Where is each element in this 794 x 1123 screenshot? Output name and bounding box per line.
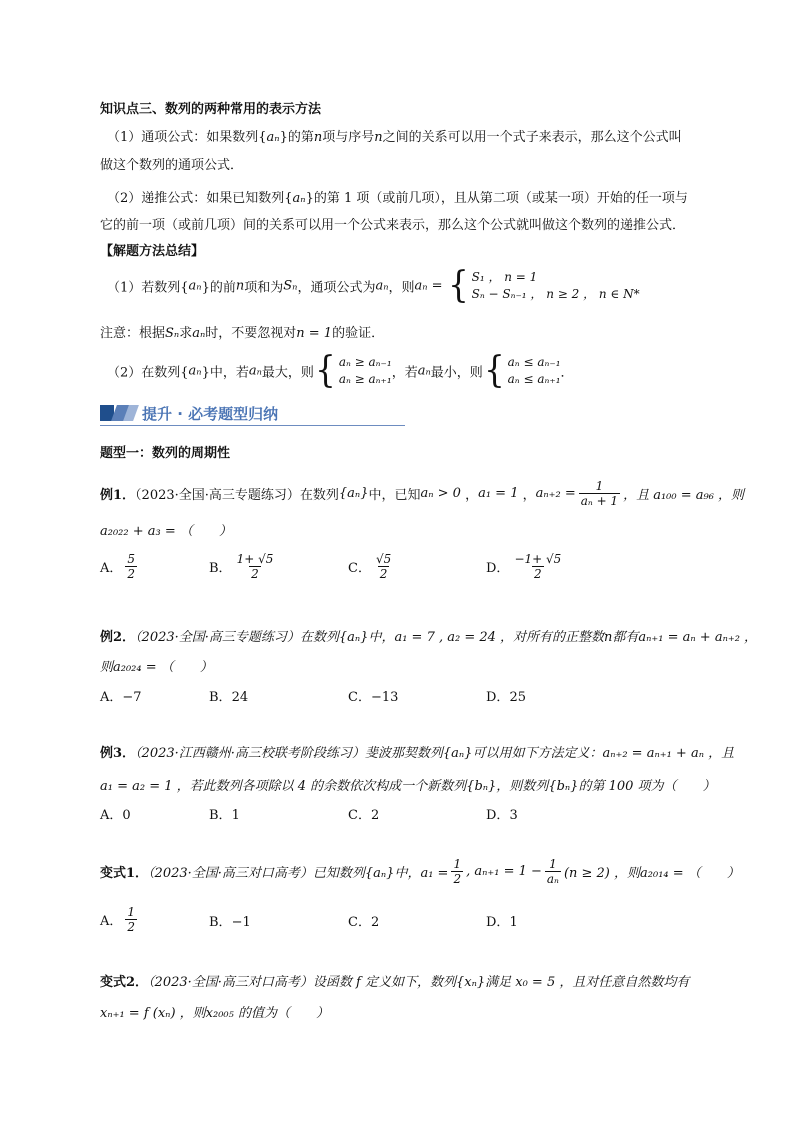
example-2 (100, 626, 757, 645)
p2-text-a: （2）递推公式：如果已知数列{ (107, 191, 293, 206)
option-value: 0 (122, 808, 131, 823)
p1-text-a: （1）通项公式：如果数列{ (107, 130, 267, 145)
option-key: D． (486, 808, 510, 823)
s2-text-d: ，若 (391, 365, 418, 381)
variant-1 (100, 857, 740, 886)
min-cond-1: aₙ ≤ aₙ₋₁ (507, 355, 561, 369)
example-label: 例1． (100, 488, 136, 503)
example-1: 例1．（2023·全国·高三专题练习）在数列{aₙ}中，已知aₙ > 0 ，a₁ = 1 ，aₙ₊₂ = $\frac{1}{\text{aₙ + 1}}$ ，且 a₁₀₀ = a₉₆ ，则 (100, 479, 745, 508)
variant-2-text: （2023·全国·高三对口高考）设函数 f 定义如下，数列{xₙ}满足 x₀ = 5 ，且对任意自然数均有 (148, 975, 690, 990)
cond-a1: a₁ = 1 (478, 486, 519, 501)
option-key: B． (209, 561, 232, 576)
s2-text-c: 最大，则 (261, 365, 314, 381)
initial-fraction (451, 857, 463, 886)
note-text-b: 求 (179, 326, 193, 341)
note-text-c: 时，不要忽视对 (205, 326, 297, 341)
cond-periodic: ，且 a₁₀₀ = a₉₆ ，则 (623, 488, 745, 503)
example-label: 例3． (100, 746, 136, 761)
section-banner (100, 402, 405, 426)
s2-text-b: }中，若 (201, 365, 249, 381)
option-c[interactable] (348, 552, 396, 581)
ex1-mid: 中，已知 (368, 488, 421, 503)
max-condition (314, 350, 392, 391)
s1-text-d: ，通项公式为 (297, 280, 376, 296)
min-condition (483, 350, 561, 391)
var-n-eq-1: n = 1 (296, 326, 333, 341)
option-fraction (125, 552, 137, 581)
option-key: D． (486, 561, 510, 576)
option-b[interactable] (209, 911, 251, 930)
note-text-a: 注意：根据 (100, 326, 166, 341)
fraction-numerator: 5 (127, 552, 136, 566)
var-a-n: aₙ (417, 363, 431, 379)
option-value: 2 (370, 915, 380, 930)
option-value: 24 (231, 690, 249, 705)
var-a-n: aₙ (188, 278, 202, 294)
variant-1-text-b: , aₙ₊₁ = 1 − (466, 864, 542, 879)
fraction-denominator: 2 (127, 567, 136, 581)
s2-end: ． (560, 365, 574, 381)
example-3-line2: a₁ = a₂ = 1 ，若此数列各项除以 4 的余数依次构成一个新数列{bₙ}，则数列{bₙ}的第 100 项为（ ） (100, 779, 716, 794)
var-a-n: aₙ (266, 130, 280, 145)
fraction-numerator: 1 (549, 857, 557, 871)
fraction-denominator: 2 (453, 872, 462, 886)
option-key: A． (100, 914, 123, 929)
seq-a-n: {aₙ} (338, 486, 369, 501)
recursive-line2: 它的前一项（或前几项）间的关系可以用一个公式来表示，那么这个公式就叫做这个数列的递推公式． (100, 218, 686, 233)
option-a[interactable] (100, 686, 142, 705)
option-key: A． (100, 561, 123, 576)
summary-heading: 【解题方法总结】 (100, 244, 205, 259)
s1-text-a: （1）若数列{ (107, 280, 189, 296)
case-1: S₁ ， n = 1 (471, 270, 538, 284)
example-2-text: （2023·全国·高三专题练习）在数列{aₙ}中，a₁ = 7 , a₂ = 24 ，对所有的正整数n都有aₙ₊₁ = aₙ + aₙ₊₂ ， (135, 630, 758, 645)
var-a-n: aₙ (188, 363, 202, 379)
variant-1-text-a: （2023·全国·高三对口高考）已知数列{aₙ}中，a₁ = (148, 866, 449, 881)
p1-text-d: 之间的关系可以用一个式子来表示，那么这个公式叫 (382, 130, 682, 145)
option-key: C． (348, 915, 371, 930)
recursion-fraction (545, 857, 561, 886)
variant-2 (100, 971, 689, 990)
option-fraction (374, 552, 393, 581)
option-value: −1 (231, 915, 251, 930)
banner-underline (100, 425, 405, 426)
option-c[interactable] (348, 911, 379, 930)
fraction-denominator: aₙ (546, 872, 559, 886)
piecewise-formula (447, 265, 640, 306)
recursion-fraction (579, 479, 620, 508)
option-a[interactable] (100, 905, 140, 934)
min-cond-2: aₙ ≤ aₙ₊₁ (507, 372, 561, 386)
note-text-d: 的验证． (332, 326, 385, 341)
var-a-n: aₙ (192, 326, 206, 341)
section-heading-k3: 知识点三、数列的两种常用的表示方法 (100, 102, 322, 117)
s2-text-e: 最小，则 (430, 365, 483, 381)
option-b[interactable] (209, 804, 240, 823)
fraction-denominator: 2 (251, 567, 259, 581)
option-value: 3 (509, 808, 518, 823)
fraction-numerator: 1 (595, 479, 604, 493)
option-key: D． (486, 915, 510, 930)
fraction-denominator: 2 (127, 920, 136, 934)
option-key: C． (348, 808, 371, 823)
question-type-heading: 题型一：数列的周期性 (100, 446, 231, 461)
fraction-numerator: √5 (375, 552, 392, 566)
option-value: −13 (370, 690, 399, 705)
left-brace: { (447, 265, 469, 306)
var-n: n (313, 130, 323, 145)
option-value: 25 (509, 690, 526, 705)
fraction-numerator: 1 (127, 905, 136, 919)
general-term-paragraph (107, 126, 682, 145)
option-key: D． (486, 690, 510, 705)
option-key: A． (100, 808, 123, 823)
example-3-text: （2023·江西赣州·高三校联考阶段练习）斐波那契数列{aₙ}可以用如下方法定义：aₙ₊₂ = aₙ₊₁ + aₙ ，且 (135, 746, 735, 761)
option-key: A． (100, 690, 123, 705)
option-fraction (512, 552, 563, 581)
variant-2-line2: xₙ₊₁ = f (xₙ) ，则x₂₀₀₅ 的值为（ ） (100, 1006, 329, 1021)
example-1-question: a₂₀₂₂ + a₃ = （ ） (100, 524, 232, 539)
option-b[interactable] (209, 686, 248, 705)
fraction-numerator: 1 (453, 857, 462, 871)
option-c[interactable] (348, 686, 398, 705)
option-value: 1 (231, 808, 240, 823)
variant-label: 变式1． (100, 866, 149, 881)
option-b[interactable] (209, 552, 278, 581)
var-a-n: aₙ (292, 191, 306, 206)
option-value: −7 (122, 690, 142, 705)
summary-item-2 (107, 350, 574, 391)
var-a-n: aₙ (375, 278, 389, 294)
s1-text-b: }的前 (201, 280, 236, 296)
option-d[interactable] (486, 911, 518, 930)
max-cond-2: aₙ ≥ aₙ₊₁ (338, 372, 392, 386)
option-d[interactable] (486, 804, 518, 823)
note-line (100, 322, 384, 341)
var-a-n: aₙ (248, 363, 262, 379)
general-term-line2: 做这个数列的通项公式． (100, 158, 244, 173)
fraction-denominator: aₙ + 1 (580, 494, 619, 508)
case-2: Sₙ − Sₙ₋₁ ， n ≥ 2 ， n ∈ N* (471, 287, 640, 301)
fraction-numerator: −1+ √5 (514, 552, 562, 566)
option-value: 2 (370, 808, 380, 823)
option-a[interactable] (100, 552, 140, 581)
s1-text-c: 项和为 (244, 280, 284, 296)
recursive-paragraph (107, 187, 688, 206)
option-key: C． (348, 561, 371, 576)
var-a-n: aₙ = (414, 278, 447, 294)
var-n: n (235, 278, 245, 294)
left-brace: { (315, 350, 336, 391)
option-fraction (125, 905, 137, 934)
variant-label: 变式2． (100, 975, 149, 990)
fraction-denominator: 2 (534, 567, 542, 581)
option-value: 1 (509, 915, 518, 930)
var-s-n: Sₙ (283, 278, 298, 294)
example-2-question: 则a₂₀₂₄ = （ ） (100, 660, 213, 675)
fraction-numerator: 1+ √5 (236, 552, 274, 566)
option-key: B． (209, 808, 232, 823)
var-n: n (374, 130, 383, 145)
option-key: C． (348, 690, 371, 705)
example-label: 例2． (100, 630, 136, 645)
max-cond-1: aₙ ≥ aₙ₋₁ (338, 355, 392, 369)
example-source: （2023·全国·高三专题练习）在数列 (135, 488, 339, 503)
banner-title: 提升 · 必考题型归纳 (142, 405, 279, 423)
cond-positive: aₙ > 0 (420, 486, 461, 501)
option-c[interactable] (348, 804, 379, 823)
example-3 (100, 742, 734, 761)
option-d[interactable] (486, 552, 566, 581)
summary-item-1 (107, 265, 640, 306)
s1-text-e: ，则 (388, 280, 415, 296)
p1-text-c: 项与序号 (322, 130, 375, 145)
p2-text-b: }的第 1 项（或前几项），且从第二项（或某一项）开始的任一项与 (305, 191, 688, 206)
p1-text-b: }的第 (279, 130, 314, 145)
left-brace: { (483, 350, 505, 391)
recursion-lhs: aₙ₊₂ = (535, 486, 576, 501)
option-key: B． (209, 915, 232, 930)
option-a[interactable] (100, 804, 131, 823)
fraction-denominator: 2 (379, 567, 388, 581)
option-fraction (235, 552, 276, 581)
option-d[interactable] (486, 686, 526, 705)
variant-1-text-c: (n ≥ 2) ，则a₂₀₁₄ = （ ） (563, 866, 740, 881)
s2-text-a: （2）在数列{ (107, 365, 189, 381)
option-key: B． (209, 690, 232, 705)
var-s-n: Sₙ (165, 326, 180, 341)
